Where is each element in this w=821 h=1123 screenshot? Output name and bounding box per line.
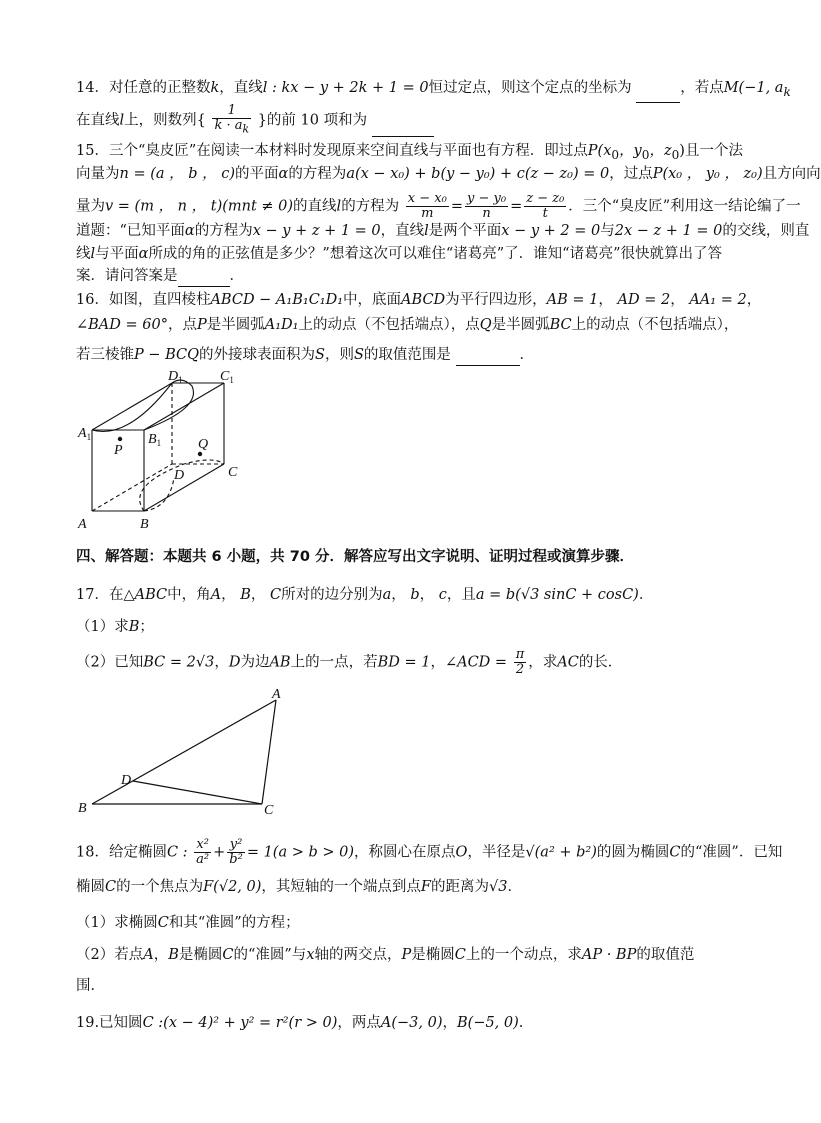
side-AC xyxy=(262,700,276,804)
q15-line2: 向量为n = (a ， b ， c)的平面α的方程为a(x − x₀) + b(y − y₀) + c(z − z₀) = 0，过点P(x₀ ， y₀ ， z₀)且方向向 xyxy=(76,166,821,182)
q15-line3: 量为v = (m ， n ， t)(mnt ≠ 0)的直线l的方程为 $\frac{\text{x − x₀}}{m}$ = $\frac{\text{y − y₀}}{n}$ = $\frac{\text{z − z₀}}{t}$ ．三个“臭皮匠”利用这一结论编了一 xyxy=(76,191,801,221)
q18-line2: 椭圆C的一个焦点为F(√2, 0)，其短轴的一个端点到点F的距离为√3． xyxy=(76,879,522,895)
edge-B1C1 xyxy=(144,383,224,430)
side-BA xyxy=(92,700,276,804)
answer-blank xyxy=(636,87,680,103)
section-heading: 四、解答题：本题共 6 小题，共 70 分．解答应写出文字说明、证明过程或演算步骤． xyxy=(76,549,634,565)
q18-part2: （2）若点A，B是椭圆C的“准圆”与x轴的两交点，P是椭圆C上的一个动点，求AP · BP的取值范 xyxy=(76,947,695,963)
label-D1: $D_1$ xyxy=(168,369,183,385)
segment-DC xyxy=(133,781,262,804)
prism-figure xyxy=(74,368,254,533)
point-P xyxy=(118,437,122,441)
label-B: B xyxy=(78,801,87,816)
q17-line1: 17．在△ABC中，角A， B， C所对的边分别为a， b， c，且a = b(√3 sinC + cosC)． xyxy=(76,587,654,603)
label-D: D xyxy=(174,468,185,483)
label-D: D xyxy=(121,773,132,788)
q19-line1: 19.已知圆C :(x − 4)² + y² = r²(r > 0)，两点A(−3, 0)，B(−5, 0). xyxy=(76,1015,524,1031)
answer-blank xyxy=(372,121,434,137)
triangle-figure xyxy=(74,684,294,820)
label-C: C xyxy=(264,803,274,818)
q16-line1: 16．如图，直四棱柱ABCD − A₁B₁C₁D₁中，底面ABCD为平行四边形，AB = 1， AD = 2， AA₁ = 2， xyxy=(76,292,762,308)
q15-line6: 案．请问答案是 ． xyxy=(76,265,244,287)
q18-part2-cont: 围． xyxy=(76,978,105,994)
q14-fraction: $\frac{1}{k \cdot a_k}$ xyxy=(214,103,250,136)
label-C1: $C_1$ xyxy=(220,369,234,385)
label-B: B xyxy=(140,517,149,532)
label-C: C xyxy=(228,465,238,480)
q17-part1: （1）求B； xyxy=(76,619,154,635)
point-Q xyxy=(198,452,202,456)
answer-blank xyxy=(456,350,520,366)
q16-line2: ∠BAD = 60°，点P是半圆弧A₁D₁上的动点（不包括端点），点Q是半圆弧BC上的动点（不包括端点）， xyxy=(76,317,739,333)
label-A1: $A_1$ xyxy=(78,426,92,442)
answer-blank xyxy=(178,271,230,287)
label-B1: $B_1$ xyxy=(148,432,162,448)
q15-line1: 15．三个“臭皮匠”在阅读一本材料时发现原来空间直线与平面也有方程．即过点$P(x_0$，$y_0$，$z_0$)且一个法 xyxy=(76,143,743,162)
q14-line1: 14．对任意的正整数k，直线l : kx − y + 2k + 1 = 0恒过定点，则这个定点的坐标为 ，若点M(−1, $a_k$ xyxy=(76,77,791,103)
q17-part2: （2）已知BC = 2√3，D为边AB上的一点，若BD = 1，∠ACD = $\frac{\pi}{2}$ ，求AC的长． xyxy=(76,647,623,677)
q15-line5: 线l与平面α所成的角的正弦值是多少？”想着这次可以难住“诸葛亮”了．谁知“诸葛亮”很快就算出了答 xyxy=(76,246,722,262)
label-A: A xyxy=(78,517,87,532)
label-P: P xyxy=(114,443,123,458)
edge-AD xyxy=(92,464,172,511)
q18-line1: 18．给定椭圆C : $\frac{\text{x²}}{\text{a²}}$ + $\frac{\text{y²}}{\text{b²}}$ = 1(a > b > 0)，称圆心在原点O，半径是√(a² + b²)的圆为椭圆C的“准圆”．已知 xyxy=(76,837,783,867)
label-Q: Q xyxy=(198,437,209,452)
q14-line2: 在直线l上，则数列{ $\frac{1}{k \cdot a_k}$ }的前 10 项和为 xyxy=(76,104,434,137)
q18-part1: （1）求椭圆C和其“准圆”的方程； xyxy=(76,915,300,931)
q16-line3: 若三棱锥P − BCQ的外接球表面积为S，则S的取值范围是 ． xyxy=(76,344,534,366)
label-A: A xyxy=(272,687,281,702)
q15-line4: 道题：“已知平面α的方程为x − y + z + 1 = 0，直线l是两个平面x − y + 2 = 0与2x − z + 1 = 0的交线，则直 xyxy=(76,223,810,239)
